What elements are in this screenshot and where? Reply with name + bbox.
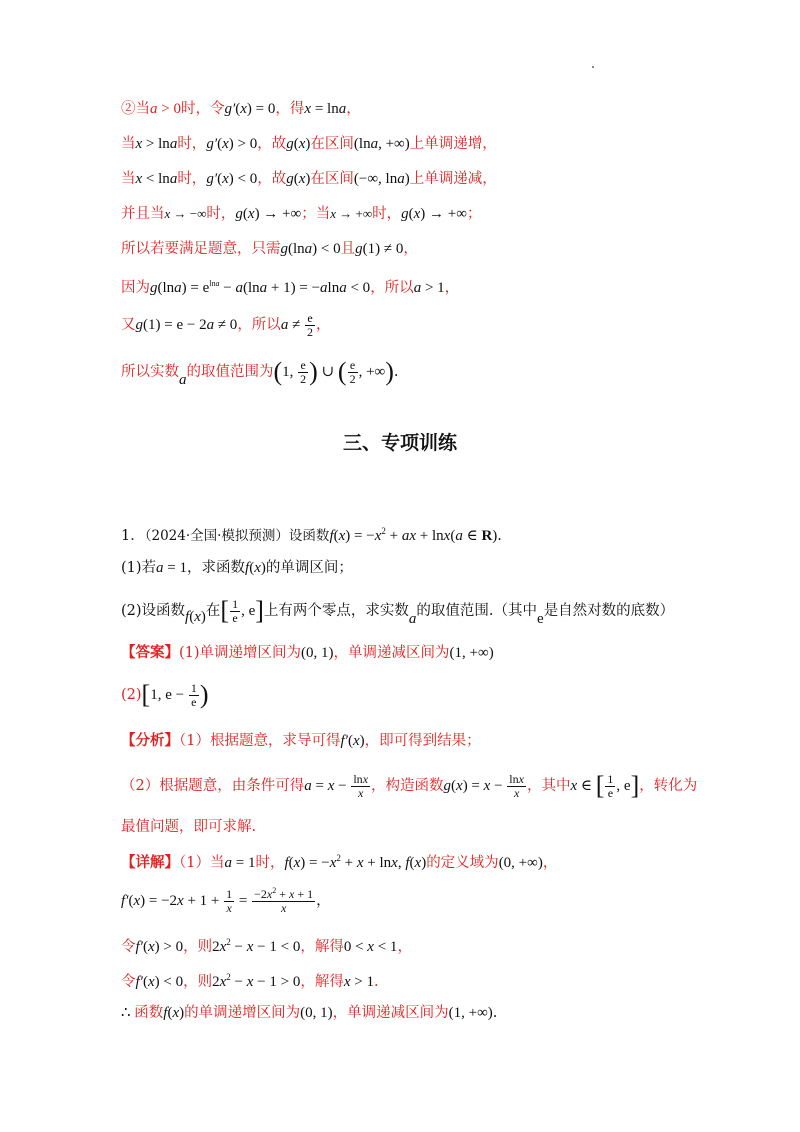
detail-line-5: ∴ 函数f(x)的单调递增区间为(0, 1)，单调递减区间为(1, +∞). xyxy=(121,1005,498,1021)
solution-line-6: 因为$g(\ln a) = e^{lna} - a(\ln a + 1) = -alna < 0$，所以a > 1， xyxy=(121,279,460,296)
detail-line-1: 【详解】（1）当a = 1时，$f(x) = -x^2 + x + \ln x$, f(x)的定义域为(0, +∞)， xyxy=(121,853,558,871)
section-title: 三、专项训练 xyxy=(342,432,457,454)
solution-line-7: 又g(1) = e − 2a ≠ 0，所以a ≠ $\frac{e}{2}$ ， xyxy=(121,310,331,339)
detail-line-2: f′(x) = −2x + 1 + $\frac{1}{x}$ = $\frac{-2x^2 + x + 1}{x}$ ， xyxy=(121,886,331,915)
detail-line-4: 令f′(x) < 0，则$2x^2 - x - 1 > 0$，解得x > 1. xyxy=(121,972,379,990)
solution-line-3: 当x < lna时，g′(x) < 0，故g(x)在区间(−∞, lna)上单调递减， xyxy=(121,171,497,187)
solution-line-8: 所以实数a的取值范围为(1, $\frac{e}{2}$ ) ∪ ( $\frac{e}{2}$ , +∞). xyxy=(121,357,399,388)
problem-statement: 1．（2024·全国·模拟预测）设函数$f(x) = -x^2$ + ax + lnx(a ∈ R). xyxy=(121,526,502,544)
solution-line-5: 所以若要满足题意，只需g(lna) < 0且g(1) ≠ 0， xyxy=(121,241,418,257)
solution-line-4: 并且当x → −∞时，g(x) → +∞；当x → +∞时，g(x) → +∞； xyxy=(121,206,482,222)
analysis-line-1: 【分析】（1）根据题意，求导可得f′(x)，即可得到结果； xyxy=(121,732,481,749)
question-1: (1)若a = 1，求函数f(x)的单调区间； xyxy=(121,560,353,576)
detail-line-3: 令f′(x) > 0，则$2x^2 - x - 1 < 0$，解得0 < x < 1， xyxy=(121,937,412,955)
page-dot xyxy=(592,66,594,68)
answer-line-2: (2)[1, e − $\frac{1}{e}$ ) xyxy=(121,680,209,709)
solution-line-1: ②当a > 0时，令g′(x) = 0，得x = lna， xyxy=(121,101,361,117)
question-2: (2)设函数f(x)在[ $\frac{1}{e}$ , e]上有两个零点，求实数a的取值范围.（其中e是自然对数的底数） xyxy=(121,596,675,627)
analysis-line-2: （2）根据题意，由条件可得a = x − $\frac{\ln x}{x}$ ，构造函数g(x) = x − $\frac{\ln x}{x}$ ，其中x ∈ [ $\frac{1}{e}$ , e]，转化为 xyxy=(121,771,698,800)
analysis-line-3: 最值问题，即可求解. xyxy=(121,819,257,835)
answer-line-1: 【答案】(1)单调递增区间为(0, 1)，单调递减区间为(1, +∞) xyxy=(121,644,494,661)
solution-line-2: 当x > lna时，g′(x) > 0，故g(x)在区间(lna, +∞)上单调递增， xyxy=(121,136,497,152)
